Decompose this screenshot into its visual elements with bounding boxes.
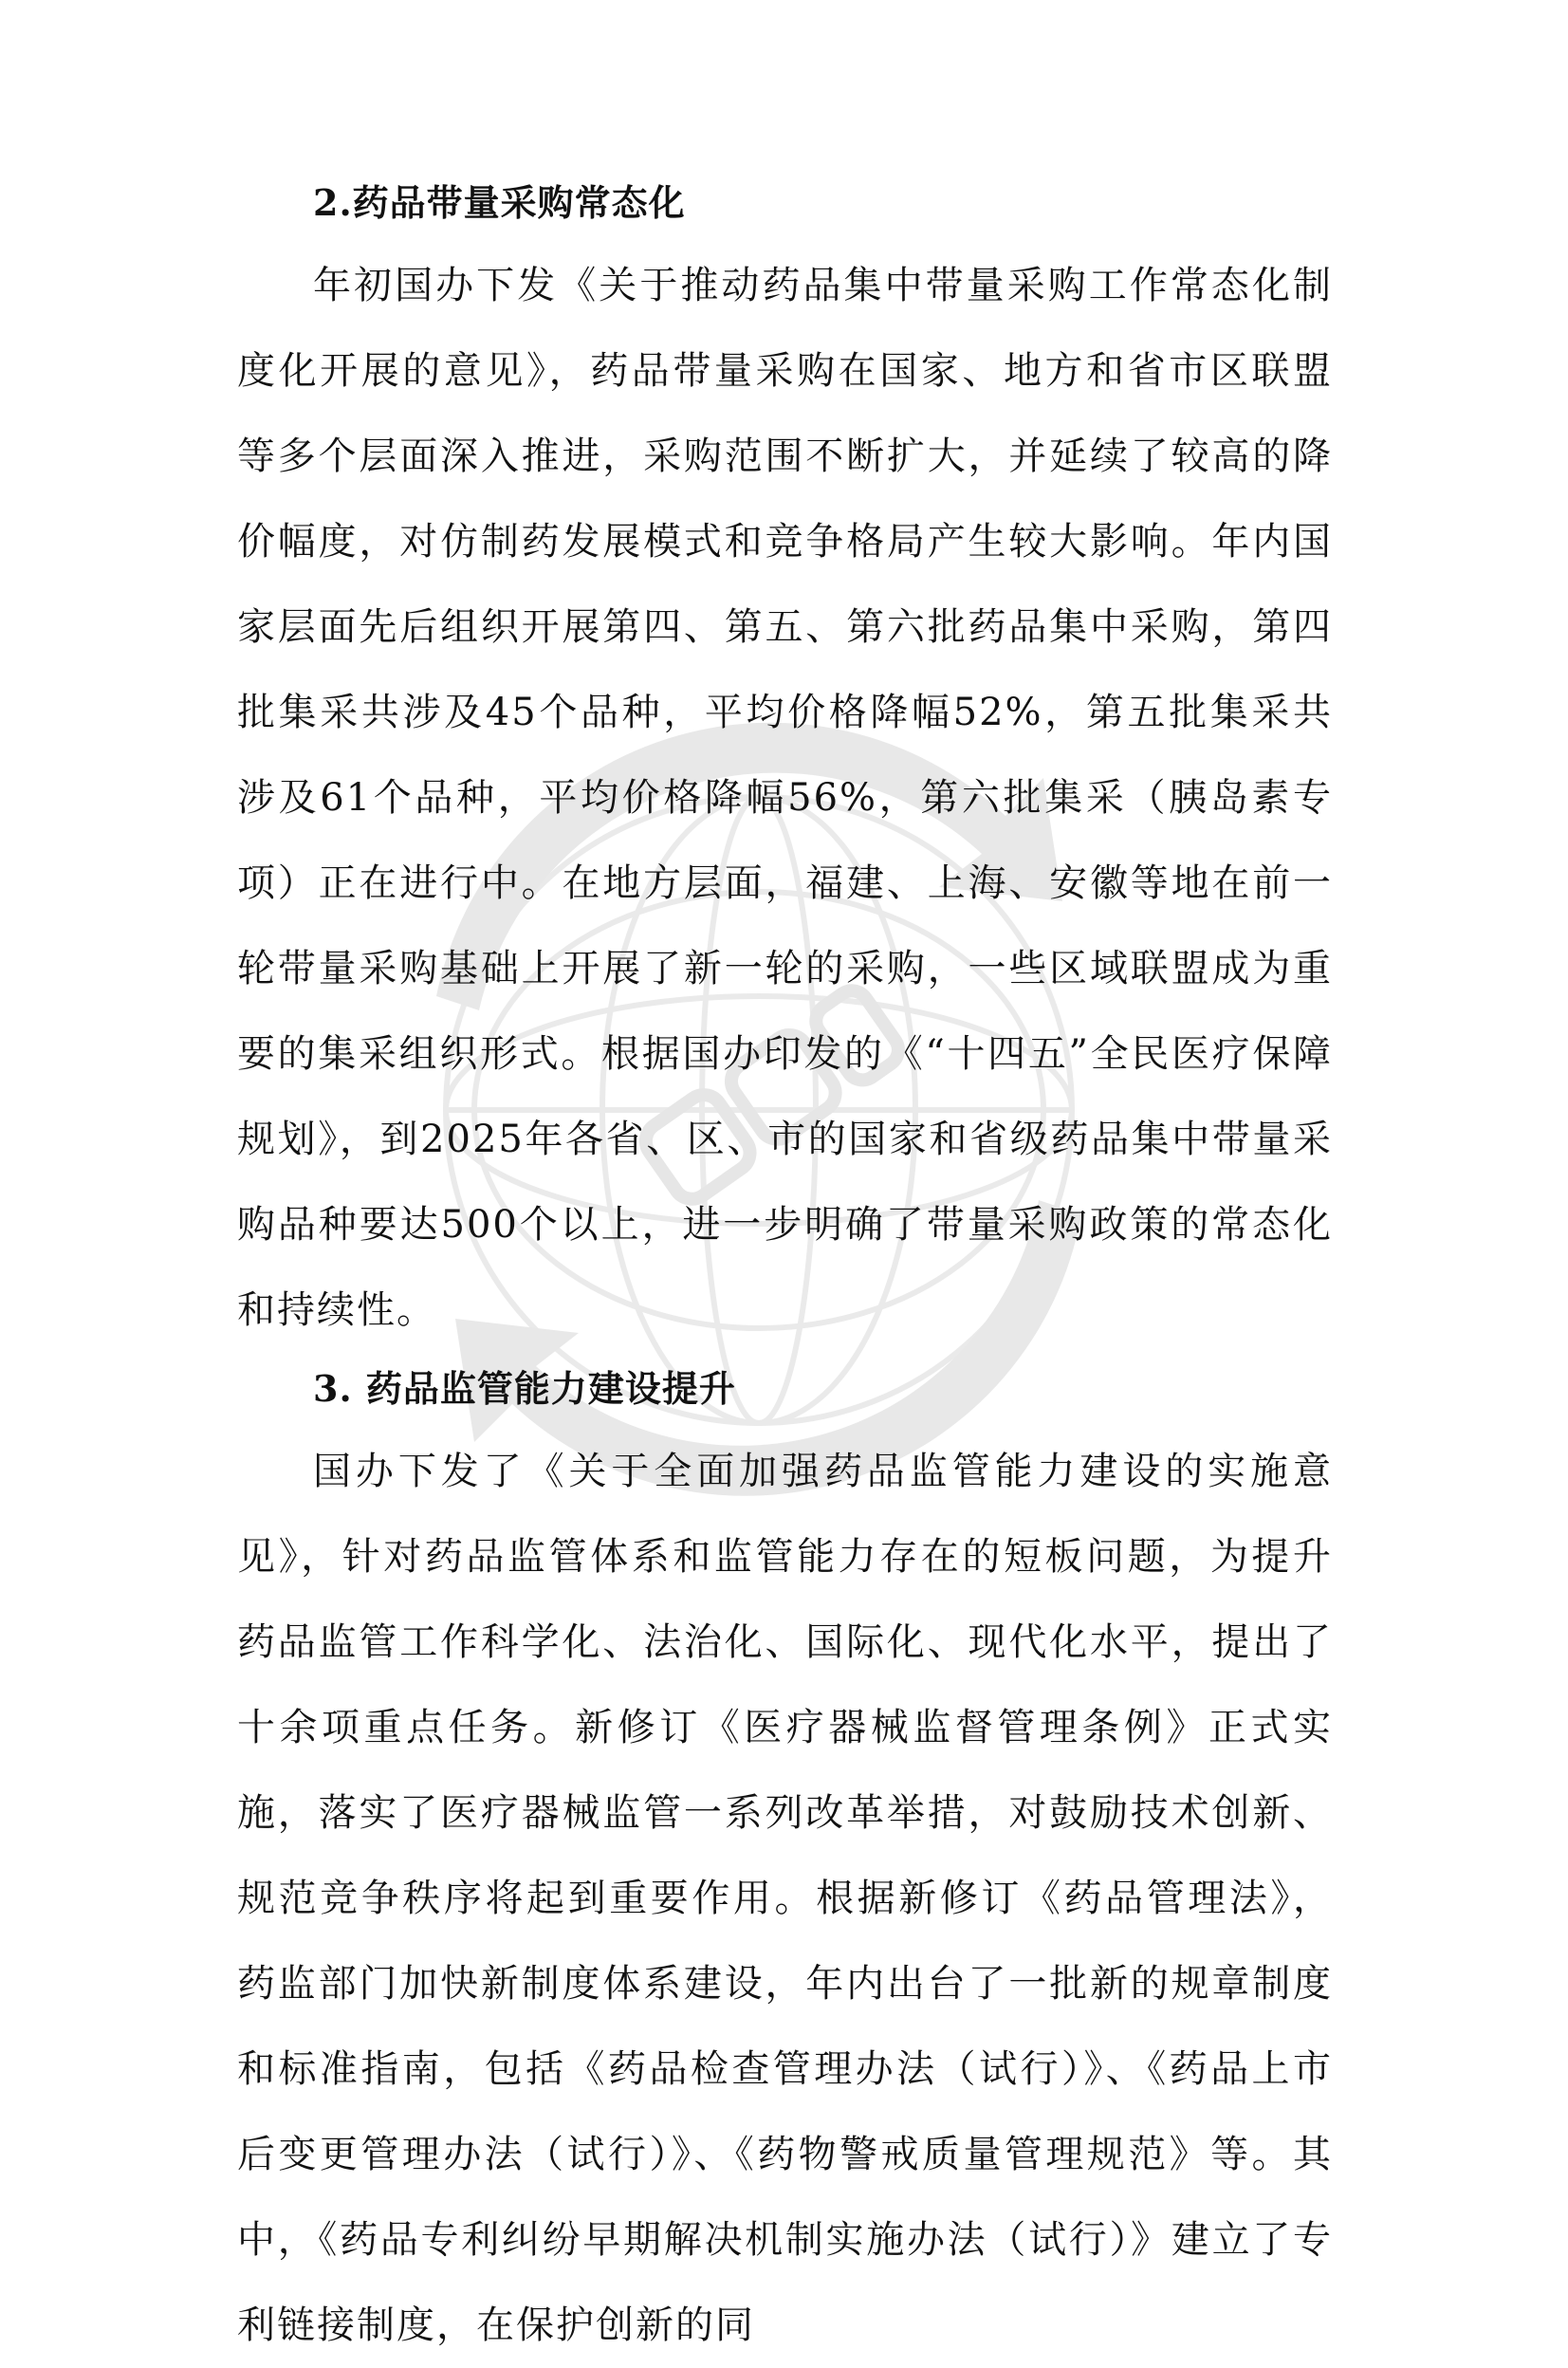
section-paragraph-2: 年初国办下发《关于推动药品集中带量采购工作常态化制度化开展的意见》，药品带量采购在国家、地方和省市区联盟等多个层面深入推进，采购范围不断扩大，并延续了较高的降价幅度，对仿制药发展模式和竞争格局产生较大影响。年内国家层面先后组织开展第四、第五、第六批药品集中采购，第四批集采共涉及45个品种，平均价格降幅52%，第五批集采共涉及61个品种，平均价格降幅56%，第六批集采（胰岛素专项）正在进行中。在地方层面，福建、上海、安徽等地在前一轮带量采购基础上开展了新一轮的采购，一些区域联盟成为重要的集采组织形式。根据国办印发的《“十四五”全民医疗保障规划》，到2025年各省、区、市的国家和省级药品集中带量采购品种要达500个以上，进一步明确了带量采购政策的常态化和持续性。 (237, 264, 1333, 1332)
section-heading-3: 3. 药品监管能力建设提升 (313, 1367, 736, 1410)
section-heading-2: 2.药品带量采购常态化 (313, 181, 686, 224)
section-paragraph-3: 国办下发了《关于全面加强药品监管能力建设的实施意见》，针对药品监管体系和监管能力存在的短板问题，为提升药品监管工作科学化、法治化、国际化、现代化水平，提出了十余项重点任务。新修订《医疗器械监督管理条例》正式实施，落实了医疗器械监管一系列改革举措，对鼓励技术创新、规范竞争秩序将起到重要作用。根据新修订《药品管理法》，药监部门加快新制度体系建设，年内出台了一批新的规章制度和标准指南，包括《药品检查管理办法（试行）》、《药品上市后变更管理办法（试行）》、《药物警戒质量管理规范》等。其中，《药品专利纠纷早期解决机制实施办法（试行）》建立了专利链接制度，在保护创新的同 (237, 1450, 1333, 2347)
article-body (237, 180, 1333, 2368)
